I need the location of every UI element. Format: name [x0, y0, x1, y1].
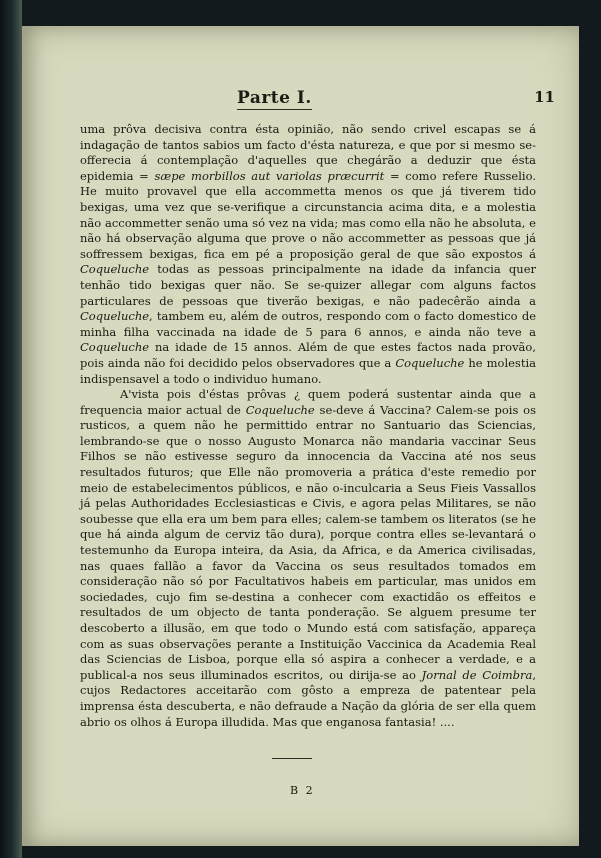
text-run: , cujos Redactores acceitarão com gôsto a empreza de patentear pela imprensa ésta descuberta, e não defraude a Nação da glória de ser ella quem abrio os olhos á Europa illudida. Mas que enganosa fantasia! .... [80, 667, 536, 729]
text-run: todas as pessoas principalmente na idade da infancia quer tenhão tido bexigas quer não. Se se-quizer allegar com alguns factos particulares de pessoas que tiverão bexigas, e não padecêrão ainda a [80, 262, 536, 308]
text-run: , tambem eu, além de outros, respondo com o facto domestico de minha filha vaccinada na idade de 5 para 6 annos, e ainda não teve a [80, 309, 536, 339]
term-coqueluche: Coqueluche [245, 402, 315, 417]
latin-quote: sæpe morbillos aut variolas præcurrit [154, 168, 385, 183]
text-run: na idade de 15 annos. Além de que estes factos nada provão, pois ainda não foi decidido pelos observadores que a [80, 340, 536, 370]
term-coqueluche: Coqueluche [395, 355, 465, 370]
journal-title: Jornal de Coimbra [421, 667, 533, 682]
term-coqueluche: Coqueluche [80, 309, 150, 324]
body-text [80, 122, 536, 730]
term-coqueluche: Coqueluche [80, 262, 150, 277]
page-header [22, 88, 579, 118]
book-spine [0, 0, 22, 858]
term-coqueluche: Coqueluche [80, 340, 150, 355]
text-run: se-deve á Vaccina? Calem-se pois os rusticos, a quem não he permittido entrar no Santuario das Sciencias, lembrando-se que o nosso Augusto Monarca não mandaria vaccinar Seus Filhos se não estivesse seguro da innocencia da Vaccina até nos seus resultados futuros; que Elle não promoveria a prática d'este remedio por meio de estabelecimentos públicos, e não o-inculcaria a Seus Fieis Vassallos já pelas Authoridades Ecclesiasticas e Civis, e agora pelas Militares, se não soubesse que ella era um bem para elles; calem-se tambem os literatos (se he que há ainda algum de cerviz tão dura), porque contra elles se-levantará o testemunho da Europa inteira, da Asia, da Africa, e da America civilisadas, nas quaes fallão a favor da Vaccina os seus resultados tomados em consideração não só por Facultativos habeis em particular, mas unidos em sociedades, cujo fim se-destina a conhecer com exactidão os effeitos e resultados de um objecto de tanta ponderação. Se alguem presume ter descoberto a illusão, em que todo o Mundo está com satisfação, appareça com as suas observações perante a Instituição Vaccinica da Academia Real das Sciencias de Lisboa, porque ella só aspira a conhecer a verdade, e a publical-a nos seus illuminados escritos, ou dirija-se ao [80, 402, 536, 682]
text-run: A'vista pois d'éstas prôvas ¿ quem poderá sustentar ainda que a frequencia maior actual de [80, 387, 536, 417]
running-title: Parte I. [237, 88, 312, 108]
section-rule [272, 758, 312, 759]
paragraph-2 [80, 387, 536, 730]
page-number: 11 [534, 88, 555, 106]
signature-mark: B 2 [290, 784, 315, 797]
text-run: uma prôva decisiva contra ésta opinião, não sendo crivel escapas se á indagação de tantos sabios um facto d'ésta natureza, e que por si mesmo se-offerecia á contemplação d'aquelles que chegárão a deduzir que ésta epidemia = [80, 122, 536, 183]
paragraph-1 [80, 122, 536, 387]
text-run: = como refere Russelio. He muito provavel que ella accommetta menos os que já tiverem tido bexigas, uma vez que se-verifique a circunstancia acima dita, e a molestia não accommetter senão uma só vez na vida; mas como ella não he absoluta, e não há observação alguma que prove o não accommetter as pessoas que já soffressem bexigas, fica em pé a proposição geral de que são expostos á [80, 168, 536, 261]
book-page [22, 26, 579, 846]
text-run: he molestia indispensavel a todo o individuo humano. [80, 355, 536, 386]
